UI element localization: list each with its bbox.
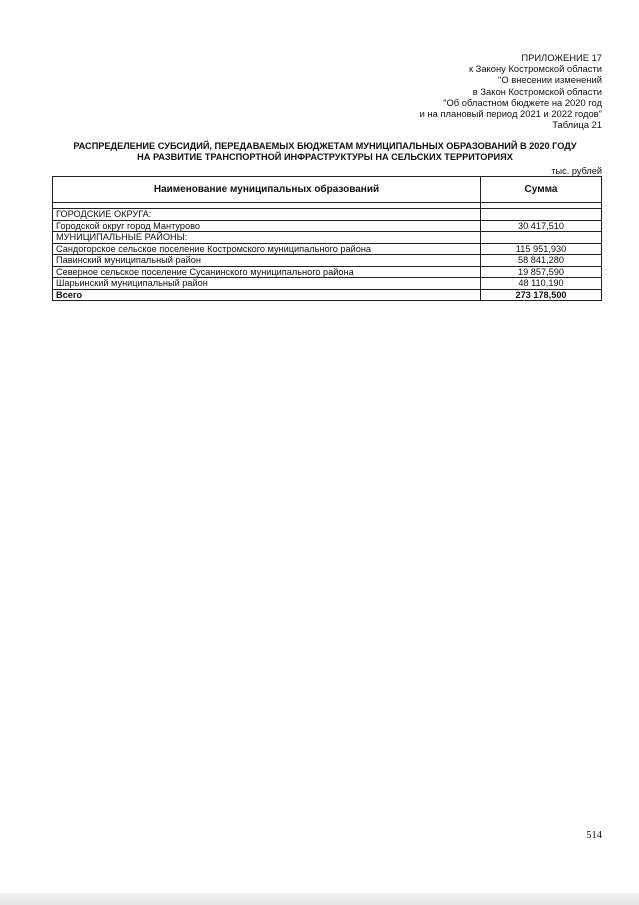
header-line: ПРИЛОЖЕНИЕ 17 xyxy=(521,52,602,63)
row-sum xyxy=(481,209,602,221)
row-sum: 19 857,590 xyxy=(481,266,602,278)
table-row xyxy=(53,220,602,232)
table-row xyxy=(53,232,602,244)
row-name: Городской округ город Мантурово xyxy=(53,220,481,232)
row-name: МУНИЦИПАЛЬНЫЕ РАЙОНЫ: xyxy=(53,232,481,244)
column-header-sum: Сумма xyxy=(481,177,602,203)
table-row xyxy=(53,255,602,267)
table-row xyxy=(53,209,602,221)
table-number: Таблица 21 xyxy=(552,119,602,131)
total-row xyxy=(53,289,602,301)
total-sum: 273 178,500 xyxy=(481,289,602,301)
row-sum xyxy=(481,232,602,244)
document-title xyxy=(40,141,610,163)
total-label: Всего xyxy=(53,289,481,301)
table-row xyxy=(53,243,602,255)
table-row xyxy=(53,266,602,278)
header-line: в Закон Костромской области xyxy=(472,85,602,97)
header-line: "Об областном бюджете на 2020 год xyxy=(443,96,602,108)
row-sum: 48 110,190 xyxy=(481,278,602,290)
column-header-name: Наименование муниципальных образований xyxy=(53,177,481,203)
row-name: Северное сельское поселение Сусанинского муниципального района xyxy=(53,266,481,278)
header-line: к Закону Костромской области xyxy=(468,63,602,75)
row-name: Сандогорское сельское поселение Костромского муниципального района xyxy=(53,243,481,255)
table-row xyxy=(53,278,602,290)
row-sum: 30 417,510 xyxy=(481,220,602,232)
appendix-header xyxy=(420,52,602,130)
row-sum: 115 951,930 xyxy=(481,243,602,255)
header-line: "О внесении изменений xyxy=(498,74,602,86)
scan-edge xyxy=(0,893,639,905)
row-sum: 58 841,280 xyxy=(481,255,602,267)
table-header-row xyxy=(53,177,602,203)
row-name: ГОРОДСКИЕ ОКРУГА: xyxy=(53,209,481,221)
title-line-1: РАСПРЕДЕЛЕНИЕ СУБСИДИЙ, ПЕРЕДАВАЕМЫХ БЮДЖЕТАМ МУНИЦИПАЛЬНЫХ ОБРАЗОВАНИЙ В 2020 ГОДУ xyxy=(73,141,577,151)
subsidy-table xyxy=(52,176,602,301)
page-number: 514 xyxy=(586,830,602,841)
title-line-2: НА РАЗВИТИЕ ТРАНСПОРТНОЙ ИНФРАСТРУКТУРЫ НА СЕЛЬСКИХ ТЕРРИТОРИЯХ xyxy=(137,152,513,162)
row-name: Павинский муниципальный район xyxy=(53,255,481,267)
row-name: Шарьинский муниципальный район xyxy=(53,278,481,290)
units-label: тыс. рублей xyxy=(551,166,602,176)
header-line: и на плановый период 2021 и 2022 годов" xyxy=(419,108,602,120)
